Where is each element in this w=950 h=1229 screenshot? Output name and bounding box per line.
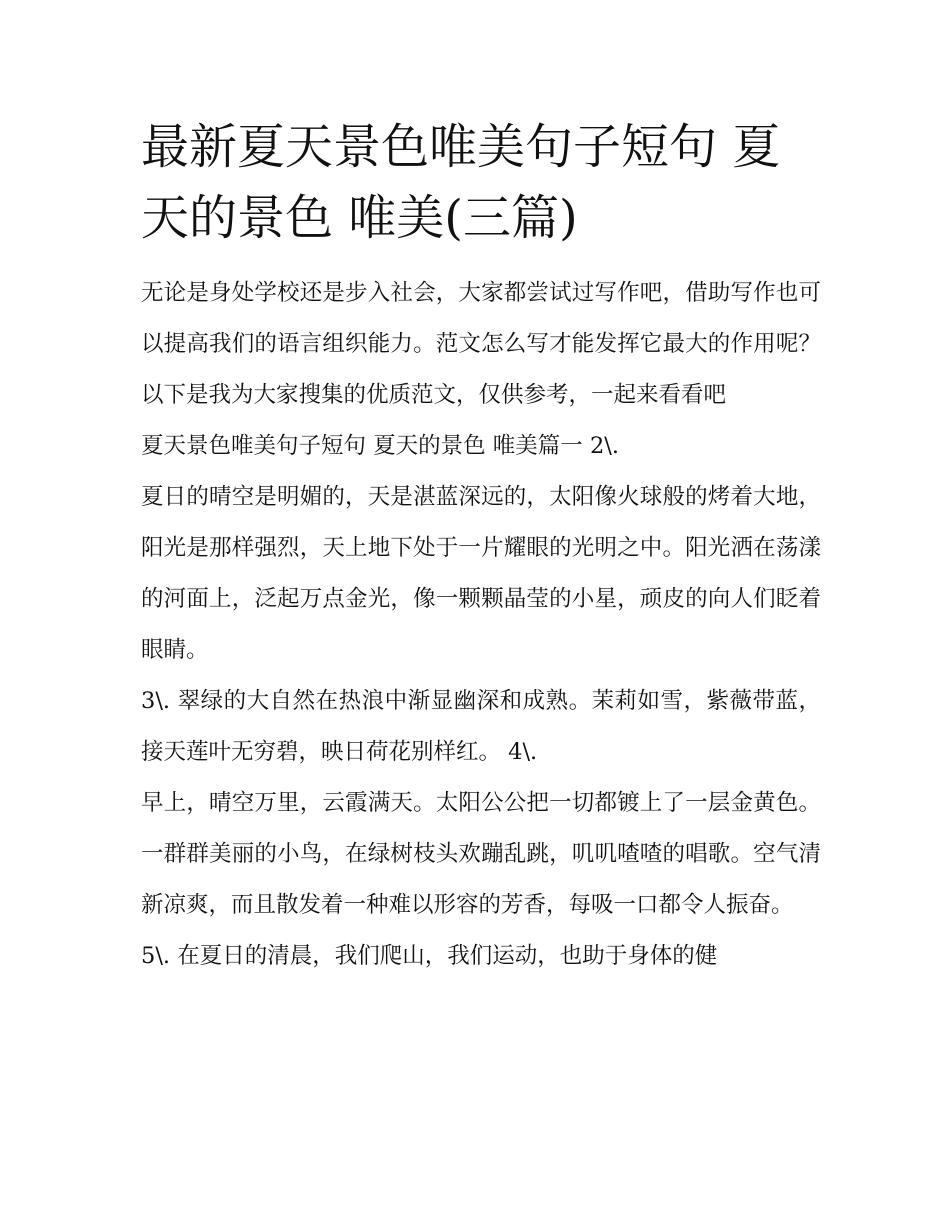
document-title: 最新夏天景色唯美句子短句 夏天的景色 唯美(三篇) bbox=[141, 119, 781, 246]
paragraph-morning: 早上，晴空万里，云霞满天。太阳公公把一切都镀上了一层金黄色。一群群美丽的小鸟，在绿树枝头欢蹦乱跳，叽叽喳喳的唱歌。空气清新凉爽，而且散发着一种难以形容的芳香，每吸一口都令人振奋。 bbox=[141, 790, 821, 918]
document-body bbox=[141, 268, 821, 982]
document-page bbox=[141, 112, 821, 982]
paragraph-5: 5\. 在夏日的清晨，我们爬山，我们运动，也助于身体的健 bbox=[141, 943, 718, 969]
section-heading: 夏天景色唯美句子短句 夏天的景色 唯美篇一 2\. bbox=[141, 433, 620, 459]
intro-paragraph: 无论是身处学校还是步入社会，大家都尝试过写作吧，借助写作也可以提高我们的语言组织能力。范文怎么写才能发挥它最大的作用呢？以下是我为大家搜集的优质范文，仅供参考，一起来看看吧 bbox=[141, 280, 821, 408]
paragraph-3: 3\. 翠绿的大自然在热浪中渐显幽深和成熟。茉莉如雪，紫薇带蓝，接天莲叶无穷碧，映日荷花别样红。 4\. bbox=[141, 688, 821, 765]
paragraph-summer-sky: 夏日的晴空是明媚的，天是湛蓝深远的，太阳像火球般的烤着大地，阳光是那样强烈，天上地下处于一片耀眼的光明之中。阳光洒在荡漾的河面上，泛起万点金光，像一颗颗晶莹的小星，顽皮的向人们眨着眼睛。 bbox=[141, 484, 821, 663]
